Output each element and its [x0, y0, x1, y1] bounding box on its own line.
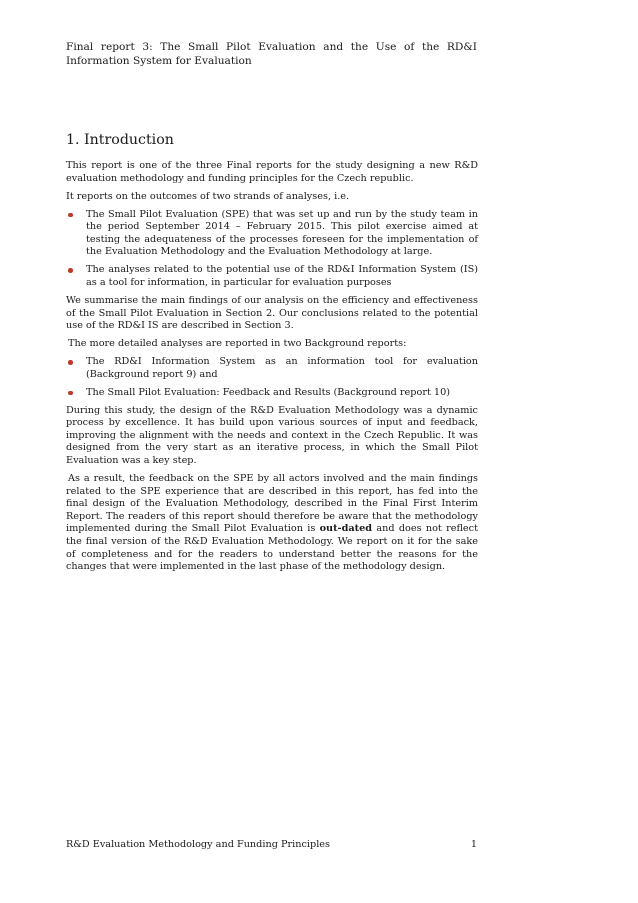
list-item [66, 264, 478, 289]
running-header: Final report 3: The Small Pilot Evaluation and the Use of the RD&I Information System for Evaluation [66, 41, 477, 67]
bullet-icon [68, 391, 73, 396]
paragraph-strands: It reports on the outcomes of two strands of analyses, i.e. [66, 190, 350, 202]
page-number: 1 [470, 839, 477, 850]
page-footer [66, 838, 477, 852]
list-item [66, 387, 478, 400]
paragraph-design-process: During this study, the design of the R&D Evaluation Methodology was a dynamic process by excellence. It has build upon various sources of input and feedback, improving the alignment with the needs and context in the Czech Republic. It was designed from the very start as an iterative process, in which the Small Pilot Evaluation was a key step. [66, 404, 478, 466]
bullet-icon [68, 213, 73, 218]
paragraph-feedback-end: and does not reflect the final version of the R&D Evaluation Methodology. We report on it for the sake of completeness and for the readers to understand better the reasons for the changes that were implemented in the last phase of the methodology design. [66, 523, 478, 573]
footer-title: R&D Evaluation Methodology and Funding Principles [66, 839, 331, 850]
paragraph-background: The more detailed analyses are reported in two Background reports: [68, 338, 407, 350]
document-body [66, 160, 478, 579]
outdated-emphasis: out-dated [319, 523, 373, 535]
bullet-icon [68, 360, 73, 365]
list-item-text: The Small Pilot Evaluation: Feedback and Results (Background report 10) [86, 386, 451, 398]
paragraph-intro: This report is one of the three Final reports for the study designing a new R&D evaluation methodology and funding principles for the Czech republic. [66, 160, 478, 184]
list-item [66, 209, 478, 259]
paragraph-feedback-start: As a result, the feedback on the SPE by all actors involved and the main findings related to the SPE experience that are described in this report, has fed into the final design of the Evaluation Methodology, described in the Final First Interim Report. The readers of this report should therefore be aware that the methodology implemented during the Small Pilot Evaluation is [66, 472, 478, 535]
section-title: 1. Introduction [66, 132, 174, 148]
bullet-list-reports [66, 356, 478, 399]
bullet-list-strands [66, 209, 478, 290]
list-item [66, 356, 478, 381]
list-item-text: The Small Pilot Evaluation (SPE) that was set up and run by the study team in the period September 2014 – February 2015. This pilot exercise aimed at testing the adequateness of the processes foreseen for the implementation of the Evaluation Methodology and the Evaluation Methodology at large. [86, 208, 478, 258]
list-item-text: The analyses related to the potential use of the RD&I Information System (IS) as a tool for information, in particular for evaluation purposes [86, 264, 478, 288]
list-item-text: The RD&I Information System as an information tool for evaluation (Background report 9) and [86, 356, 478, 380]
paragraph-summary: We summarise the main findings of our analysis on the efficiency and effectiveness of the Small Pilot Evaluation in Section 2. Our conclusions related to the potential use of the RD&I IS are described in Section 3. [66, 294, 478, 332]
paragraph-feedback [66, 473, 478, 574]
bullet-icon [68, 268, 73, 273]
